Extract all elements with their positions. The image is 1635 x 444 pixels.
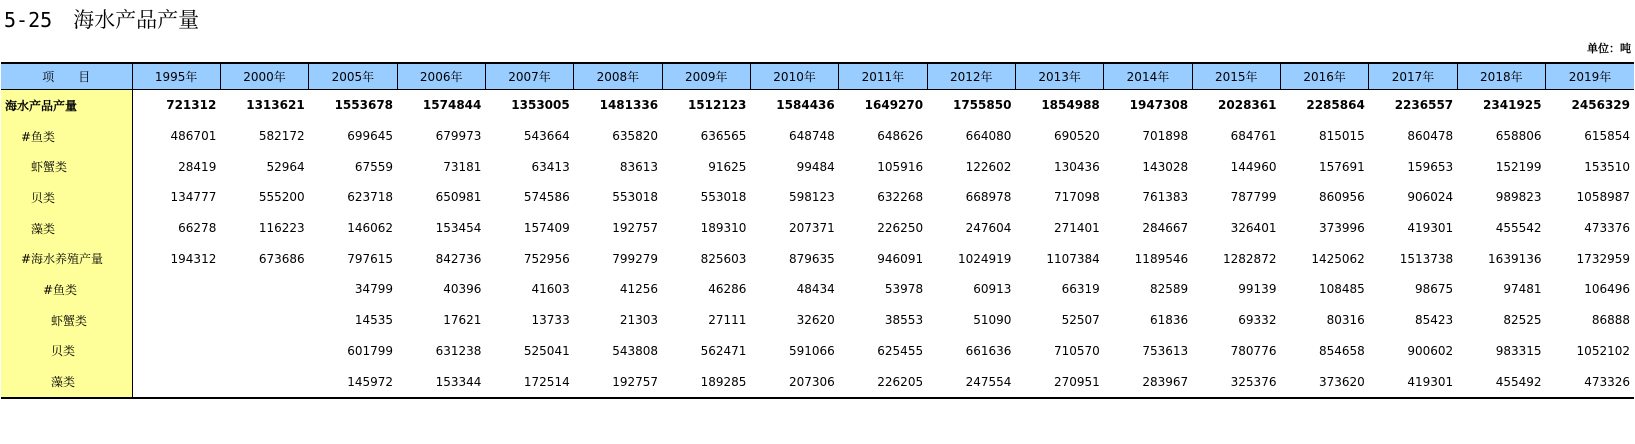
table-cell: 144960: [1230, 159, 1277, 174]
table-cell: 860478: [1407, 129, 1454, 144]
table-cell: 86888: [1591, 313, 1630, 328]
row-label: 贝类: [1, 336, 132, 367]
table-cell: 63413: [531, 159, 570, 174]
table-cell: 145972: [309, 366, 397, 398]
header-year: 2014年: [1104, 63, 1192, 90]
table-cell: 373996: [1319, 221, 1365, 236]
table-title: [4, 4, 199, 34]
table-cell: 52507: [1061, 313, 1100, 328]
table-cell: 1513738: [1399, 251, 1454, 266]
table-cell: 860956: [1319, 190, 1365, 205]
header-year: 2012年: [927, 63, 1015, 90]
table-cell: 582172: [258, 129, 305, 144]
table-cell: 283967: [1104, 366, 1192, 398]
table-cell: 41256: [619, 282, 659, 297]
table-cell: 710570: [1053, 343, 1100, 358]
table-cell: 32620: [796, 313, 835, 328]
table-row: [1, 305, 1634, 336]
table-cell: 631238: [435, 343, 482, 358]
table-cell: 553018: [700, 190, 747, 205]
table-cell: 116223: [258, 221, 305, 236]
table-cell: 721312: [166, 98, 217, 113]
table-cell: 1107384: [1046, 251, 1100, 266]
table-cell: 690520: [1053, 129, 1100, 144]
unit-label: 单位：吨: [1587, 42, 1631, 55]
table-cell: 153344: [397, 366, 485, 398]
table-cell: 226205: [839, 366, 927, 398]
table-cell: 122602: [965, 159, 1012, 174]
table-cell: 157691: [1319, 159, 1365, 174]
table-cell: 780776: [1230, 343, 1277, 358]
header-year: 1995年: [132, 63, 220, 90]
table-cell: 648626: [877, 129, 924, 144]
table-cell: 130436: [1053, 159, 1100, 174]
row-label: 藻类: [1, 366, 132, 398]
table-cell: 91625: [708, 159, 747, 174]
table-cell: 601799: [347, 343, 394, 358]
table-cell: 699645: [347, 129, 394, 144]
table-cell: 615854: [1584, 129, 1630, 144]
table-cell: 2341925: [1483, 98, 1542, 113]
table-cell: 1574844: [422, 98, 482, 113]
table-cell: 52964: [266, 159, 305, 174]
table-cell: 473326: [1546, 366, 1635, 398]
table-cell: 2236557: [1394, 98, 1454, 113]
table-cell: 1425062: [1311, 251, 1365, 266]
table-cell: 574586: [523, 190, 570, 205]
table-cell: 1649270: [864, 98, 924, 113]
table-cell: 1512123: [687, 98, 747, 113]
table-cell: 325376: [1192, 366, 1280, 398]
table-cell: 247554: [927, 366, 1015, 398]
table-cell: 41603: [531, 282, 570, 297]
table-cell: 1854988: [1041, 98, 1100, 113]
table-cell: 152199: [1495, 159, 1542, 174]
table-cell: 106496: [1584, 282, 1630, 297]
row-label: 海水产品产量: [1, 90, 132, 121]
table-cell: [220, 366, 308, 398]
table-cell: 13733: [531, 313, 570, 328]
header-year: 2017年: [1369, 63, 1457, 90]
table-cell: 99139: [1238, 282, 1277, 297]
table-cell: 419301: [1369, 366, 1457, 398]
table-cell: 473376: [1584, 221, 1630, 236]
table-row: [1, 336, 1634, 367]
table-cell: 82525: [1503, 313, 1542, 328]
table-cell: 85423: [1414, 313, 1454, 328]
row-label: #鱼类: [1, 121, 132, 152]
table-cell: 46286: [708, 282, 747, 297]
header-year: 2005年: [309, 63, 397, 90]
table-cell: 879635: [788, 251, 835, 266]
header-year: 2000年: [220, 63, 308, 90]
table-row: [1, 243, 1634, 274]
table-cell: 717098: [1053, 190, 1100, 205]
table-cell: 983315: [1495, 343, 1542, 358]
table-cell: 373620: [1280, 366, 1368, 398]
table-cell: 555200: [258, 190, 305, 205]
row-label: 虾蟹类: [1, 305, 132, 336]
table-cell: 1584436: [776, 98, 835, 113]
table-cell: 108485: [1319, 282, 1365, 297]
table-cell: 989823: [1495, 190, 1542, 205]
table-cell: 189285: [662, 366, 750, 398]
table-cell: 14535: [354, 313, 394, 328]
table-cell: 701898: [1142, 129, 1189, 144]
table-cell: 1353005: [511, 98, 570, 113]
table-cell: 146062: [347, 221, 394, 236]
table-cell: 326401: [1230, 221, 1277, 236]
table-row: [1, 366, 1634, 398]
table-cell: 1947308: [1129, 98, 1189, 113]
table-cell: 1639136: [1488, 251, 1542, 266]
table-cell: 157409: [523, 221, 570, 236]
table-cell: 67559: [354, 159, 394, 174]
table-cell: 1481336: [599, 98, 659, 113]
table-cell: 194312: [170, 251, 217, 266]
table-cell: 815015: [1319, 129, 1365, 144]
table-cell: 906024: [1407, 190, 1454, 205]
table-cell: 648748: [788, 129, 835, 144]
table-cell: 2028361: [1218, 98, 1277, 113]
table-cell: 486701: [170, 129, 217, 144]
table-cell: 679973: [435, 129, 482, 144]
table-cell: [132, 336, 220, 367]
header-year: 2019年: [1546, 63, 1635, 90]
table-cell: 900602: [1407, 343, 1454, 358]
table-cell: 153510: [1584, 159, 1630, 174]
table-cell: 1024919: [957, 251, 1012, 266]
table-cell: 80316: [1326, 313, 1365, 328]
table-cell: 17621: [443, 313, 482, 328]
table-cell: 21303: [619, 313, 659, 328]
table-cell: 650981: [435, 190, 482, 205]
table-cell: 207306: [750, 366, 838, 398]
table-cell: 207371: [788, 221, 835, 236]
table-cell: 664080: [965, 129, 1012, 144]
table-cell: 761383: [1142, 190, 1189, 205]
table-cell: [132, 305, 220, 336]
table-cell: 2456329: [1571, 98, 1630, 113]
table-cell: 598123: [788, 190, 835, 205]
table-cell: 53978: [884, 282, 924, 297]
table-cell: 247604: [965, 221, 1012, 236]
table-cell: 543664: [523, 129, 570, 144]
table-cell: 562471: [700, 343, 747, 358]
table-cell: 636565: [700, 129, 747, 144]
table-cell: 159653: [1407, 159, 1454, 174]
table-cell: 153454: [435, 221, 482, 236]
table-cell: 854658: [1319, 343, 1365, 358]
table-cell: 419301: [1407, 221, 1454, 236]
table-code: 5-25: [4, 8, 53, 32]
table-cell: 825603: [700, 251, 747, 266]
table-cell: 623718: [347, 190, 394, 205]
table-cell: [132, 366, 220, 398]
header-year: 2016年: [1280, 63, 1368, 90]
table-cell: 270951: [1015, 366, 1103, 398]
table-title-text: 海水产品产量: [73, 8, 200, 32]
table-cell: 946091: [877, 251, 924, 266]
table-cell: 591066: [788, 343, 835, 358]
table-cell: 668978: [965, 190, 1012, 205]
table-row: [1, 121, 1634, 152]
table-cell: 661636: [965, 343, 1012, 358]
table-cell: 27111: [708, 313, 747, 328]
table-cell: 1052102: [1576, 343, 1630, 358]
table-cell: 61836: [1149, 313, 1189, 328]
row-label: 贝类: [1, 182, 132, 213]
table-cell: 455542: [1495, 221, 1542, 236]
header-year: 2006年: [397, 63, 485, 90]
header-year: 2008年: [574, 63, 662, 90]
table-row: [1, 274, 1634, 305]
table-cell: 60913: [973, 282, 1012, 297]
header-row: [1, 63, 1634, 90]
table-cell: [220, 336, 308, 367]
table-cell: 226250: [877, 221, 924, 236]
table-cell: 66278: [178, 221, 217, 236]
table-cell: 99484: [796, 159, 835, 174]
header-item: 项 目: [1, 63, 132, 90]
table-cell: 684761: [1230, 129, 1277, 144]
table-cell: 69332: [1238, 313, 1277, 328]
table-cell: 1282872: [1223, 251, 1277, 266]
table-cell: 172514: [485, 366, 573, 398]
header-year: 2010年: [750, 63, 838, 90]
table-cell: 143028: [1142, 159, 1189, 174]
table-row: [1, 213, 1634, 244]
table-cell: 525041: [523, 343, 570, 358]
table-cell: 98675: [1414, 282, 1454, 297]
table-row: [1, 151, 1634, 182]
table-cell: 83613: [619, 159, 659, 174]
table-cell: 635820: [612, 129, 659, 144]
table-cell: 625455: [877, 343, 924, 358]
table-cell: 73181: [443, 159, 482, 174]
table-row: [1, 182, 1634, 213]
table-body: [1, 90, 1634, 398]
table-cell: 189310: [700, 221, 747, 236]
table-cell: 799279: [612, 251, 659, 266]
table-cell: 28419: [178, 159, 217, 174]
table-cell: [220, 305, 308, 336]
header-year: 2011年: [839, 63, 927, 90]
row-label: 虾蟹类: [1, 151, 132, 182]
row-label: 藻类: [1, 213, 132, 244]
table-cell: 284667: [1142, 221, 1189, 236]
table-cell: 97481: [1503, 282, 1542, 297]
table-cell: 752956: [523, 251, 570, 266]
table-cell: 48434: [796, 282, 835, 297]
table-cell: 1189546: [1134, 251, 1189, 266]
table-cell: 105916: [877, 159, 924, 174]
header-year: 2013年: [1015, 63, 1103, 90]
table-cell: 632268: [877, 190, 924, 205]
table-cell: 1058987: [1576, 190, 1630, 205]
header-year: 2018年: [1457, 63, 1545, 90]
table-cell: 1755850: [952, 98, 1012, 113]
table-cell: 192757: [574, 366, 662, 398]
table-cell: 82589: [1149, 282, 1189, 297]
table-cell: [132, 274, 220, 305]
table-cell: 753613: [1142, 343, 1189, 358]
table-cell: 1553678: [334, 98, 394, 113]
table-cell: 797615: [347, 251, 394, 266]
table-cell: 2285864: [1306, 98, 1365, 113]
data-table: [1, 62, 1634, 399]
table-cell: 1732959: [1576, 251, 1630, 266]
row-label: #鱼类: [1, 274, 132, 305]
table-cell: 842736: [435, 251, 482, 266]
header-year: 2015年: [1192, 63, 1280, 90]
header-year: 2009年: [662, 63, 750, 90]
table-cell: 455492: [1457, 366, 1545, 398]
table-cell: [220, 274, 308, 305]
table-cell: 40396: [443, 282, 482, 297]
row-label: #海水养殖产量: [1, 243, 132, 274]
table-cell: 38553: [884, 313, 924, 328]
table-cell: 1313621: [246, 98, 305, 113]
table-cell: 51090: [973, 313, 1012, 328]
table-cell: 673686: [258, 251, 305, 266]
table-cell: 543808: [612, 343, 659, 358]
table-cell: 271401: [1053, 221, 1100, 236]
table-row: [1, 90, 1634, 121]
table-cell: 192757: [612, 221, 659, 236]
table-cell: 658806: [1495, 129, 1542, 144]
header-year: 2007年: [485, 63, 573, 90]
table-cell: 34799: [354, 282, 394, 297]
table-cell: 66319: [1061, 282, 1100, 297]
table-cell: 134777: [170, 190, 217, 205]
table-cell: 553018: [612, 190, 659, 205]
table-cell: 787799: [1230, 190, 1277, 205]
